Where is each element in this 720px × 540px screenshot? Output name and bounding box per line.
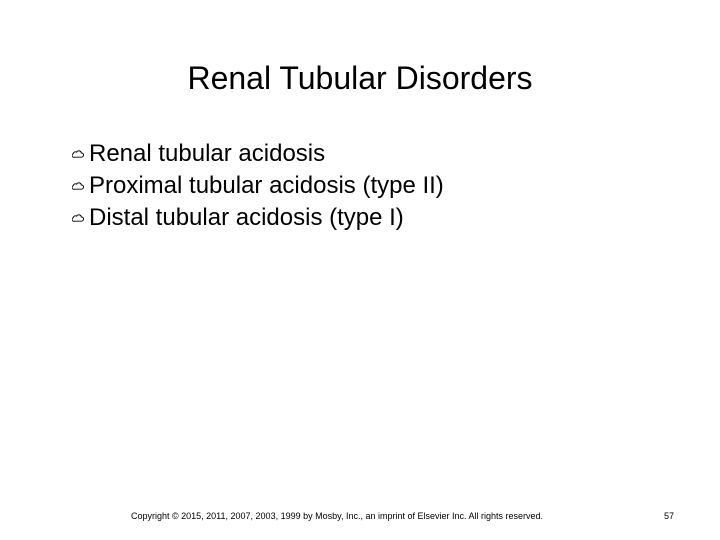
bullet-item (72, 138, 444, 170)
bullet-text: Proximal tubular acidosis (type II) (89, 172, 444, 199)
cloud-bullet-icon (72, 182, 84, 190)
bullet-list (72, 138, 444, 234)
cloud-bullet-icon (72, 150, 84, 158)
bullet-text: Distal tubular acidosis (type I) (89, 204, 404, 231)
cloud-bullet-icon (72, 214, 84, 222)
bullet-item (72, 170, 444, 202)
bullet-text: Renal tubular acidosis (89, 140, 326, 167)
slide-title: Renal Tubular Disorders (187, 60, 533, 96)
page-number: 57 (664, 511, 675, 521)
bullet-item (72, 202, 444, 234)
footer-copyright: Copyright © 2015, 2011, 2007, 2003, 1999 by Mosby, Inc., an imprint of Elsevier Inc. All rights reserved. (131, 511, 544, 521)
